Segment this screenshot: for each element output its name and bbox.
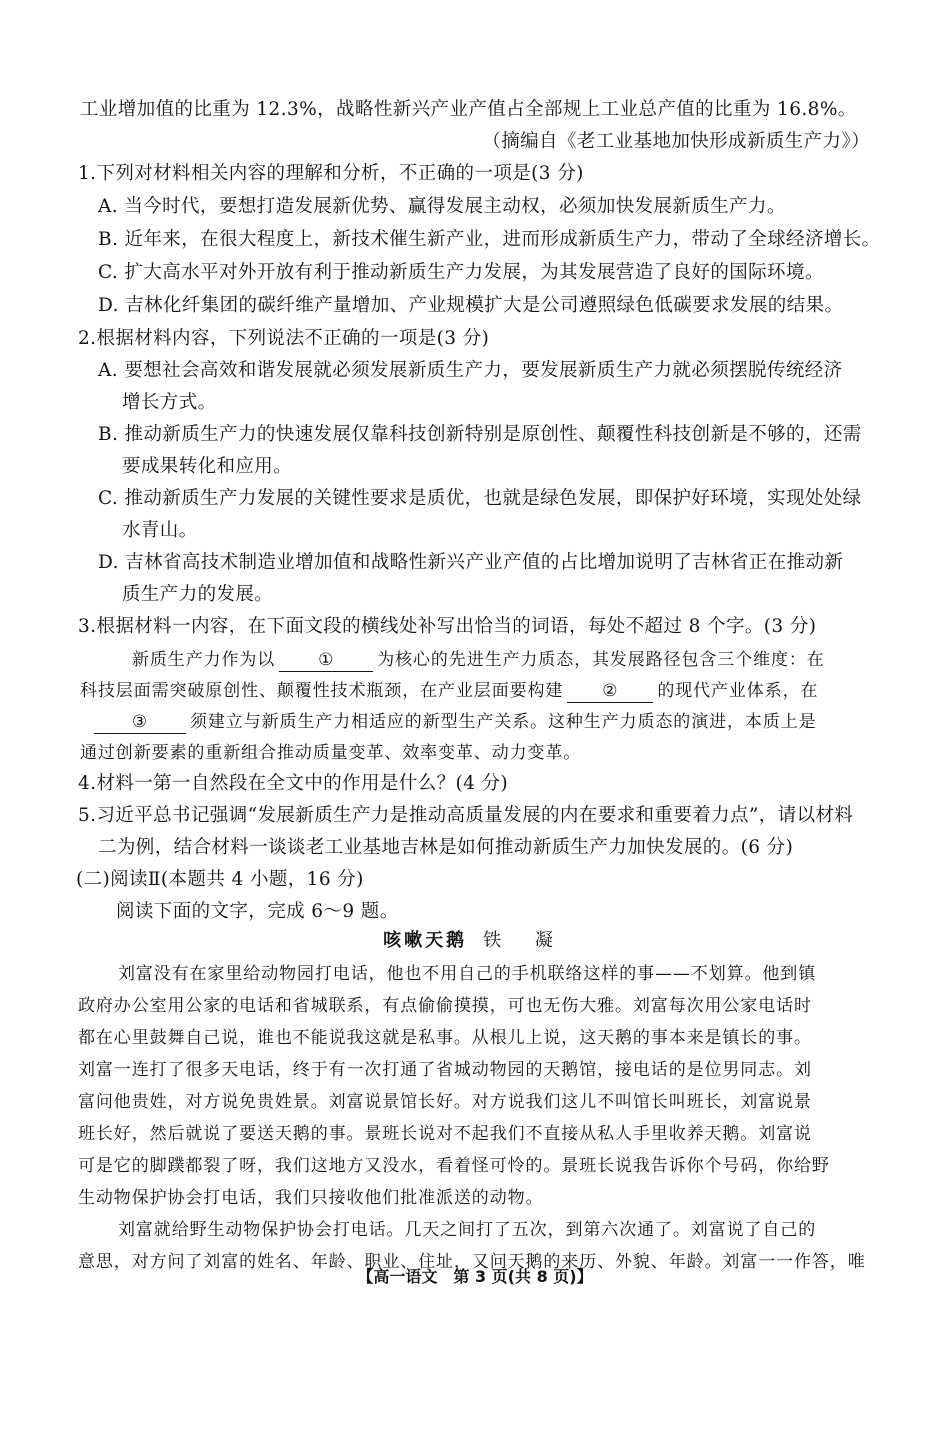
question-3-passage-line-1	[132, 644, 825, 676]
question-1-option-d: D. 吉林化纤集团的碳纤维产量增加、产业规模扩大是公司遵照绿色低碳要求发展的结果。	[98, 295, 844, 316]
story-paragraph-line: 班长好，然后就说了要送天鹅的事。景班长说对不起我们不直接从私人手里收养天鹅。刘富说	[78, 1124, 812, 1144]
passage-text: 为核心的先进生产力质态，其发展路径包含三个维度：在	[377, 650, 825, 670]
intro-text-line: 工业增加值的比重为 12.3%，战略性新兴产业产值占全部规上工业总产值的比重为 16.8%。	[80, 99, 857, 120]
question-2-option-b: B. 推动新质生产力的快速发展仅靠科技创新特别是原创性、颠覆性科技创新是不够的，还需	[98, 424, 862, 445]
source-citation: （摘编自《老工业基地加快形成新质生产力》）	[482, 131, 870, 152]
page-footer: 【高一语文 第 3 页(共 8 页)】	[357, 1267, 593, 1286]
question-1-option-a: A. 当今时代，要想打造发展新优势、赢得发展主动权，必须加快发展新质生产力。	[98, 196, 786, 217]
question-5-stem-cont: 二为例，结合材料一谈谈老工业基地吉林是如何推动新质生产力加快发展的。(6 分)	[98, 837, 794, 858]
section-heading: (二)阅读Ⅱ(本题共 4 小题，16 分)	[76, 869, 364, 890]
story-paragraph-line: 富问他贵姓，对方说免贵姓景。刘富说景馆长好。对方说我们这儿不叫馆长叫班长，刘富说景	[78, 1092, 812, 1112]
story-paragraph-line: 刘富没有在家里给动物园打电话，他也不用自己的手机联络这样的事——不划算。他到镇	[118, 964, 817, 984]
question-3-passage-line-3	[80, 706, 817, 738]
question-1-option-b: B. 近年来，在很大程度上，新技术催生新产业，进而形成新质生产力，带动了全球经济增长。	[98, 229, 881, 250]
question-2-option-a-cont: 增长方式。	[122, 392, 217, 413]
question-3-passage-line-2	[80, 675, 818, 707]
question-2-option-d-cont: 质生产力的发展。	[122, 584, 274, 605]
story-paragraph-line: 都在心里鼓舞自己说，谁也不能说我这就是私事。从根儿上说，这天鹅的事本来是镇长的事。	[78, 1028, 812, 1048]
passage-text: 的现代产业体系，在	[657, 681, 819, 701]
story-paragraph-line: 可是它的脚蹼都裂了呀，我们这地方又没水，看着怪可怜的。景班长说我告诉你个号码，你给野	[78, 1156, 830, 1176]
story-paragraph-line: 意思，对方问了刘富的姓名、年龄、职业、住址，又问天鹅的来历、外貌、年龄。刘富一一作答，唯	[78, 1252, 866, 1272]
question-1-stem: 1.下列对材料相关内容的理解和分析，不正确的一项是(3 分)	[78, 163, 584, 184]
story-paragraph-line: 政府办公室用公家的电话和省城联系，有点偷偷摸摸，可也无伤大雅。刘富每次用公家电话时	[78, 996, 812, 1016]
story-paragraph-line: 生动物保护协会打电话，我们只接收他们批准派送的动物。	[78, 1188, 544, 1208]
question-2-option-c-cont: 水青山。	[122, 520, 198, 541]
story-paragraph-line: 刘富就给野生动物保护协会打电话。几天之间打了五次，到第六次通了。刘富说了自己的	[118, 1220, 817, 1240]
blank-1: ①	[279, 649, 373, 672]
story-author: 铁 凝	[483, 930, 567, 951]
reading-instruction: 阅读下面的文字，完成 6～9 题。	[116, 901, 399, 922]
question-3-passage-line-4: 通过创新要素的重新组合推动质量变革、效率变革、动力变革。	[80, 743, 582, 763]
blank-3: ③	[94, 711, 186, 734]
blank-2: ②	[567, 680, 653, 703]
passage-text: 科技层面需突破原创性、颠覆性技术瓶颈，在产业层面要构建	[80, 681, 564, 701]
question-2-option-a: A. 要想社会高效和谐发展就必须发展新质生产力，要发展新质生产力就必须摆脱传统经济	[98, 360, 843, 381]
passage-text: 新质生产力作为以	[132, 650, 276, 670]
question-5-stem: 5.习近平总书记强调“发展新质生产力是推动高质量发展的内在要求和重要着力点”，请以材料	[78, 805, 854, 826]
passage-text: 须建立与新质生产力相适应的新型生产关系。这种生产力质态的演进，本质上是	[190, 712, 817, 732]
question-2-option-b-cont: 要成果转化和应用。	[122, 456, 293, 477]
story-title-block	[0, 926, 950, 956]
story-paragraph-line: 刘富一连打了很多天电话，终于有一次打通了省城动物园的天鹅馆，接电话的是位男同志。刘	[78, 1060, 812, 1080]
story-title: 咳嗽天鹅	[383, 930, 468, 951]
question-1-option-c: C. 扩大高水平对外开放有利于推动新质生产力发展，为其发展营造了良好的国际环境。	[98, 262, 824, 283]
question-2-option-d: D. 吉林省高技术制造业增加值和战略性新兴产业产值的占比增加说明了吉林省正在推动新	[98, 552, 844, 573]
question-4-stem: 4.材料一第一自然段在全文中的作用是什么？(4 分)	[78, 773, 509, 794]
question-2-option-c: C. 推动新质生产力发展的关键性要求是质优，也就是绿色发展，即保护好环境，实现处处绿	[98, 488, 862, 509]
question-3-stem: 3.根据材料一内容，在下面文段的横线处补写出恰当的词语，每处不超过 8 个字。(3 分)	[78, 616, 817, 637]
question-2-stem: 2.根据材料内容，下列说法不正确的一项是(3 分)	[78, 328, 490, 349]
